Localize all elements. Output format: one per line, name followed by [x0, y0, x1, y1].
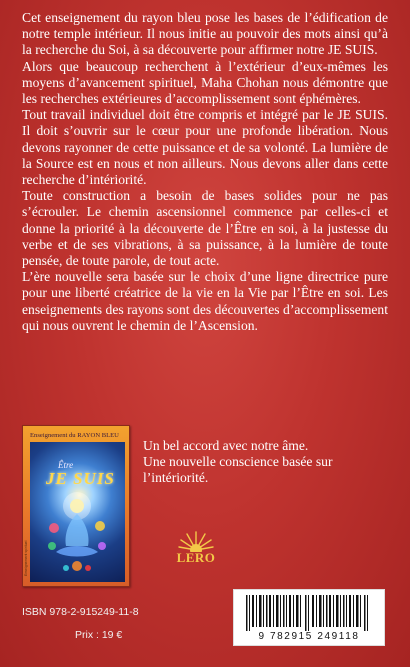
cover-spine-text: Enseignement spirituel: [24, 540, 28, 576]
sun-icon: [173, 528, 219, 552]
paragraph-2: Alors que beaucoup recherchent à l’extérieur d’eux-mêmes les moyens d’avancement spirituel, Maha Chohan nous démontre que les recherches extérieures d’accomplissement sont éphémères.: [22, 58, 388, 107]
book-cover-thumbnail: [22, 425, 130, 587]
tagline-line-1: Un bel accord avec notre âme.: [143, 438, 309, 453]
publisher-name: LERO: [176, 550, 216, 565]
barcode: [233, 589, 385, 646]
publisher-logo: [173, 528, 219, 566]
barcode-number: 9 782915 249118: [258, 631, 360, 642]
synopsis-text: [22, 10, 388, 334]
cover-artwork: [30, 442, 125, 582]
cover-title-large: JE SUIS: [46, 469, 115, 488]
tagline-line-2: Une nouvelle conscience basée sur l’intériorité.: [143, 454, 333, 486]
meditating-figure-icon: [46, 486, 108, 576]
isbn: ISBN 978-2-915249-11-8: [22, 606, 139, 618]
paragraph-4: Toute construction a besoin de bases solides pour ne pas s’écrouler. Le chemin ascensionnel commence par celles-ci et donne la priorité à la découverte de l’Être en soi, à la justesse du verbe et de ses vibrations, à sa puissance, à la lumière de toute pensée, de toute parole, de tout acte.: [22, 188, 388, 269]
price: Prix : 19 €: [75, 629, 123, 641]
paragraph-3: Tout travail individuel doit être compris et intégré par le JE SUIS. Il doit s’ouvrir sur le cœur pour une profonde libération. Nous devons rayonner de cette puissance et de sa volonté. La lumière de la Source est en nous et non ailleurs. Nous devons aller dans cette recherche d’intériorité.: [22, 107, 388, 188]
cover-series-title: Enseignement du RAYON BLEU: [30, 432, 119, 439]
paragraph-1: Cet enseignement du rayon bleu pose les bases de l’édification de notre temple intérieur. Il nous initie au pouvoir des mots ainsi qu’à la recherche du Soi, à sa découverte pour affirmer notre JE SUIS.: [22, 10, 388, 58]
cover-title-small: Être: [58, 460, 74, 470]
tagline: [143, 438, 393, 487]
barcode-icon: [234, 593, 384, 633]
paragraph-5: L’ère nouvelle sera basée sur le choix d’une ligne directrice pure pour une liberté créatrice de la vie en la Vie par l’Être en soi. Les enseignements des rayons sont des découvertes d’accomplissement qui nous ouvrent le chemin de l’Ascension.: [22, 269, 388, 333]
